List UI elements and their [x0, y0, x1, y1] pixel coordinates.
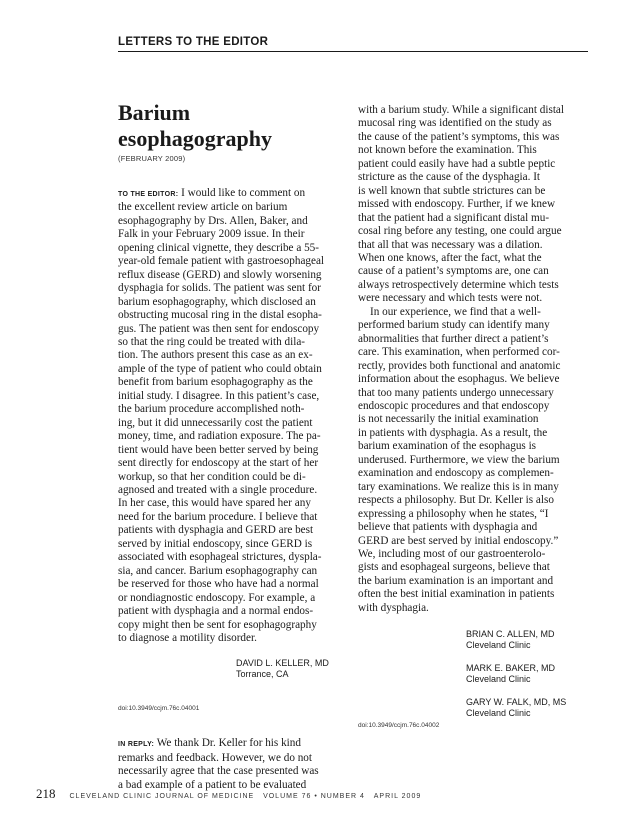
page-number: 218 [36, 786, 56, 801]
reply-line: the barium examination is an important and [358, 574, 554, 587]
reply-paragraph-2 [358, 306, 588, 615]
letter-line: gus. The patient was then sent for endoscopy [118, 322, 320, 335]
letter-line: served by initial endoscopy, since GERD is [118, 537, 313, 550]
letter-line: patient with dysphagia and a normal endos- [118, 605, 314, 618]
reply-line: underused. Furthermore, we view the barium [358, 453, 560, 466]
reply-line: the cause of the patient’s symptoms, this was [358, 130, 560, 143]
reply-line: endoscopic procedures and that endoscopy [358, 399, 550, 412]
reply-line: always retrospectively determine which tests [358, 278, 559, 291]
letter-line: the barium procedure accomplished noth- [118, 403, 305, 416]
reply-line: expressing a philosophy when he states, “I [358, 507, 549, 520]
reply-line: performed barium study can identify many [358, 319, 550, 332]
signature-block [466, 663, 588, 685]
article-title: Barium esophagography [118, 100, 273, 151]
reply-line: We thank Dr. Keller for his kind [156, 737, 301, 750]
signature-name: DAVID L. KELLER, MD [236, 658, 329, 669]
reply-line: necessarily agree that the case presented was [118, 765, 319, 778]
reply-line: care. This examination, when performed cor- [358, 346, 560, 359]
letter-line: tient would have been better served by being [118, 443, 319, 456]
reply-line: We, including most of our gastroenterolo- [358, 547, 546, 560]
reply-line: is not necessarily the initial examination [358, 413, 539, 426]
reply-body-right [358, 104, 588, 615]
letter-line: patients with dysphagia and GERD are best [118, 524, 314, 537]
footer-journal: CLEVELAND CLINIC JOURNAL OF MEDICINE [69, 793, 255, 800]
letter-line: the excellent review article on barium [118, 201, 288, 214]
letter-line: or nondiagnostic endoscopy. For example, a [118, 591, 316, 604]
section-header: LETTERS TO THE EDITOR [118, 36, 588, 52]
reply-signatures [466, 629, 588, 719]
letter-line: associated with esophageal strictures, dyspla- [118, 551, 322, 564]
letter-line: sent directly for endoscopy at the start of her [118, 457, 319, 470]
reply-line: gists and esophageal surgeons, believe that [358, 561, 550, 574]
letter-line: obstructing mucosal ring in the distal esopha- [118, 309, 322, 322]
signature-name: GARY W. FALK, MD, MS [466, 697, 567, 708]
letter-line: money, time, and radiation exposure. The pa- [118, 430, 321, 443]
letter-line: reflux disease (GERD) and slowly worsening [118, 268, 322, 281]
reply-line: that too many patients undergo unnecessary [358, 386, 554, 399]
signature-affiliation: Cleveland Clinic [466, 640, 531, 651]
reply-line: tary examinations. We realize this is in many [358, 480, 559, 493]
signature-name: MARK E. BAKER, MD [466, 663, 556, 674]
signature-affiliation: Cleveland Clinic [466, 708, 531, 719]
reply-line: respects a philosophy. But Dr. Keller is also [358, 494, 554, 507]
right-column [358, 104, 588, 731]
letter-doi: doi:10.3949/ccjm.76c.04001 [118, 705, 200, 713]
letter-line: need for the barium procedure. I believe that [118, 510, 318, 523]
page-footer [36, 786, 421, 802]
reply-line: patient could easily have had a subtle peptic [358, 157, 556, 170]
reply-line: missed with endoscopy. Further, if we knew [358, 198, 556, 211]
letter-line: ample of the type of patient who could obtain [118, 362, 322, 375]
reply-line: remarks and feedback. However, we do not [118, 751, 313, 764]
reply-paragraph [118, 737, 348, 792]
letter-line: be reserved for those who have had a normal [118, 578, 319, 591]
reply-body-left [118, 737, 348, 792]
letter-line: so that the ring could be treated with dila- [118, 335, 306, 348]
footer-date: APRIL 2009 [373, 793, 422, 800]
letter-signature [236, 658, 348, 680]
reply-line: information about the esophagus. We believe [358, 373, 560, 386]
letter-body [118, 187, 348, 645]
reply-line: is well known that subtle strictures can be [358, 184, 546, 197]
letter-paragraph [118, 187, 348, 645]
letter-line: year-old female patient with gastroesophageal [118, 255, 325, 268]
signature-block [466, 629, 588, 651]
reply-line: believe that patients with dysphagia and [358, 521, 538, 534]
letter-line: esophagography by Drs. Allen, Baker, and [118, 214, 308, 227]
letter-line: tion. The authors present this case as an ex- [118, 349, 313, 362]
letter-line: sia, and cancer. Barium esophagography can [118, 564, 318, 577]
letter-line: benefit from barium esophagography as the [118, 376, 313, 389]
reply-lead-label: IN REPLY: [118, 741, 155, 749]
letter-line: copy might then be sent for esophagography [118, 618, 317, 631]
letter-line: workup, so that her condition could be di- [118, 470, 306, 483]
reply-line: abnormalities that further direct a patient’s [358, 332, 549, 345]
footer-volume: VOLUME 76 [263, 793, 312, 800]
letter-line: agnosed and treated with a single procedure. [118, 483, 318, 496]
letter-line: to diagnose a motility disorder. [118, 631, 257, 644]
left-column [118, 100, 348, 792]
reply-line: In our experience, we find that a well- [370, 305, 541, 318]
signature-place: Torrance, CA [236, 669, 289, 680]
signature-name: BRIAN C. ALLEN, MD [466, 629, 555, 640]
reply-line: cause of a patient’s symptoms are, one can [358, 265, 549, 278]
reply-line: stricture as the cause of the dysphagia. It [358, 171, 541, 184]
letter-line: initial study. I disagree. In this patient’s case, [118, 389, 320, 402]
reply-line: rectly, provides both functional and anatomic [358, 359, 561, 372]
letter-line: Falk in your February 2009 issue. In their [118, 228, 305, 241]
letter-line: I would like to comment on [181, 187, 306, 199]
reply-doi: doi:10.3949/ccjm.76c.04002 [358, 722, 440, 729]
letter-line: In her case, this would have spared her any [118, 497, 311, 510]
signature-block [466, 697, 588, 719]
letter-line: dysphagia for solids. The patient was sent for [118, 282, 321, 295]
reply-line: barium examination of the esophagus is [358, 440, 537, 453]
reply-line: often the best initial examination in patients [358, 588, 555, 601]
reply-line: that all that was necessary was a dilation. [358, 238, 543, 251]
reply-line: When one knows, after the fact, what the [358, 251, 542, 264]
signature-affiliation: Cleveland Clinic [466, 674, 531, 685]
article-date: (FEBRUARY 2009) [118, 154, 186, 163]
letter-line: barium esophagography, which disclosed an [118, 295, 316, 308]
reply-line: that the patient had a significant distal mu- [358, 211, 550, 224]
reply-line: cosal ring before any testing, one could argue [358, 225, 562, 238]
reply-line: not known before the examination. This [358, 144, 537, 157]
reply-line: with dysphagia. [358, 601, 429, 614]
letter-line: opening clinical vignette, they describe a 55- [118, 241, 319, 254]
reply-line: with a barium study. While a significant distal [358, 104, 564, 116]
footer-bullet: • [314, 793, 318, 800]
footer-number: NUMBER 4 [320, 793, 365, 800]
reply-line: mucosal ring was identified on the study as [358, 117, 552, 130]
letter-lead-label: TO THE EDITOR: [118, 191, 179, 198]
reply-line: examination and endoscopy as complemen- [358, 467, 554, 480]
reply-line: a bad example of a patient to be evaluated [118, 778, 307, 791]
reply-line: were necessary and which tests were not. [358, 292, 543, 305]
reply-line: GERD are best served by initial endoscopy.” [358, 534, 559, 547]
reply-paragraph-1 [358, 104, 588, 306]
reply-line: in patients with dysphagia. As a result, the [358, 426, 548, 439]
letter-line: ing, but it did unnecessarily cost the patient [118, 416, 313, 429]
